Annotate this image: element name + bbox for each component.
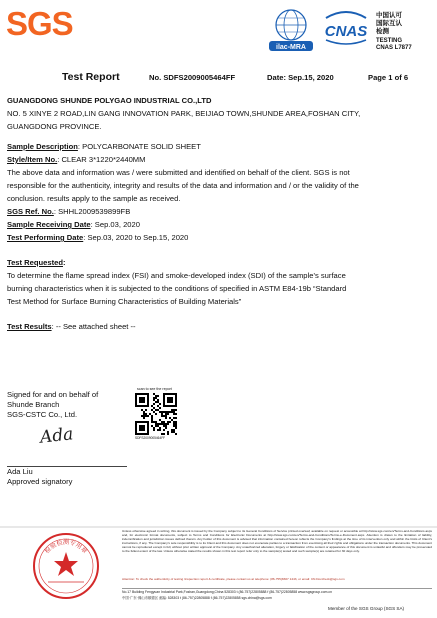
client-address-line-1: NO. 5 XINYE 2 ROAD,LIN GANG INNOVATION PARK, BEIJIAO TOWN,SHUNDE AREA,FOSHAN CITY, [7, 109, 361, 118]
sgs-logo [6, 5, 84, 41]
cnas-english-label: TESTING CNAS L7877 [376, 38, 412, 51]
sgs-ref-label: SGS Ref. No. [7, 207, 54, 216]
test-performing-date [7, 231, 188, 244]
qr-code[interactable] [135, 393, 177, 435]
sgs-ref-value: : SHHL2009539899FB [53, 207, 131, 216]
handwritten-signature: Ada [39, 424, 75, 448]
official-stamp [30, 530, 102, 602]
cnas-logo [320, 8, 372, 46]
test-requested-heading: Test Requested: [7, 258, 66, 267]
test-results-value: : -- See attached sheet -- [51, 322, 136, 331]
style-item-value: : CLEAR 3*1220*2440MM [57, 155, 146, 164]
receiving-date-label: Sample Receiving Date [7, 220, 91, 229]
cnas-text: CNAS [324, 23, 368, 40]
ilac-text: ilac-MRA [276, 44, 306, 51]
signed-by-line-3: SGS-CSTC Co., Ltd. [7, 410, 78, 419]
test-requested-line-3: Test Method for Surface Burning Characteristics of Building Materials” [7, 297, 242, 306]
test-requested-label: Test Requested [7, 258, 63, 267]
qr-code-text: SDFS2009005464FF [135, 436, 166, 440]
sample-description-value: : POLYCARBONATE SOLID SHEET [77, 142, 201, 151]
sample-receiving-date [7, 218, 140, 231]
test-results [7, 320, 136, 333]
disclaimer-line-1: The above data and information was / were submitted and identified on behalf of the client. SGS is not [7, 168, 350, 177]
member-of-sgs-group: Member of the SGS Group (SGS SA) [328, 606, 405, 611]
performing-date-value: : Sep.03, 2020 to Sep.15, 2020 [83, 233, 189, 242]
address-line-cn: 中国·广东·佛山市顺德区 邮编: 528303 t (86-757)22805888 f (86-757)22805858 sgs.china@sgs.com [122, 596, 272, 600]
address-divider [122, 588, 432, 589]
disclaimer-line-2: responsible for the authenticity, integrity and results of the data and information and / or the validity of the [7, 181, 359, 190]
address-line-en: No.17 Building Fengyuan Industrial Park,Foshan,Guangdong,China 528303 t (86-757)22805888 f (86-757)22805858 www.sgsgroup.com.cn [122, 590, 332, 594]
authenticity-attention: Attention: To check the authenticity of testing /inspection report & certificate, please contact us at telephone: (86-755)8307 1443, or email: CN.Doccheck@sgs.com [122, 577, 345, 581]
test-results-label: Test Results [7, 322, 52, 331]
style-item-no [7, 153, 145, 166]
signatory-name: Ada Liu [7, 467, 33, 476]
client-address-line-2: GUANGDONG PROVINCE. [7, 122, 102, 131]
ilac-mra-logo [267, 8, 315, 52]
test-requested-line-1: To determine the flame spread index (FSI) and smoke-developed index (SDI) of the sample’s surface [7, 271, 346, 280]
signed-by-line-1: Signed for and on behalf of [7, 390, 99, 399]
sample-description-label: Sample Description [7, 142, 78, 151]
footer-divider [0, 526, 437, 528]
test-requested-line-2: burning characteristics when it is subjected to the conditions of specified in ASTM E84-19b “Standard [7, 284, 347, 293]
client-name: GUANGDONG SHUNDE POLYGAO INDUSTRIAL CO.,LTD [7, 96, 212, 105]
report-title: Test Report [62, 71, 120, 83]
report-number: No. SDFS2009005464FF [149, 73, 236, 82]
performing-date-label: Test Performing Date [7, 233, 84, 242]
signatory-role: Approved signatory [7, 477, 73, 486]
qr-caption: scan to see the report [137, 387, 172, 391]
page-number: Page 1 of 6 [368, 73, 409, 82]
terms-fine-print: Unless otherwise agreed in writing, this document is issued by the Company subject to its General Conditions of Service printed overleaf, available on request or accessible at http://www.sgs.com/en/Terms-and-Conditions.aspx and, for electronic format documents, subject to Terms and Conditions for Electronic Documents at http://www.sgs.com/en/Terms-and-Conditions/Terms-e-Document.aspx. Attention is drawn to the limitation of liability, indemnification and jurisdiction issues defined therein. Any holder of this document is advised that information contained hereon reflects the Company's findings at the time of its intervention only and within the limits of Client's instructions, if any. The Company's sole responsibility is to its Client and this document does not exonerate parties to a transaction from exercising all their rights and obligations under the transaction documents. This document cannot be reproduced except in full, without prior written approval of the Company. Any unauthorized alteration, forgery or falsification of the content or appearance of this document is unlawful and offenders may be prosecuted to the fullest extent of the law. Unless otherwise stated the results shown in this test report refer only to the sample(s) tested and such sample(s) are retained for 30 days only. [122, 529, 432, 553]
report-date: Date: Sep.15, 2020 [267, 73, 334, 82]
signed-by-line-2: Shunde Branch [7, 400, 60, 409]
disclaimer-line-3: conclusion. results apply to the sample as received. [7, 194, 181, 203]
sample-description [7, 140, 201, 153]
sgs-logo-text: SGS [6, 5, 73, 41]
stamp-text: 检验检测专用章 [43, 539, 89, 556]
receiving-date-value: : Sep.03, 2020 [90, 220, 140, 229]
cnas-chinese-label: 中国认可 国际互认 检测 [376, 12, 402, 35]
style-item-label: Style/Item No. [7, 155, 58, 164]
sgs-ref-no [7, 205, 130, 218]
